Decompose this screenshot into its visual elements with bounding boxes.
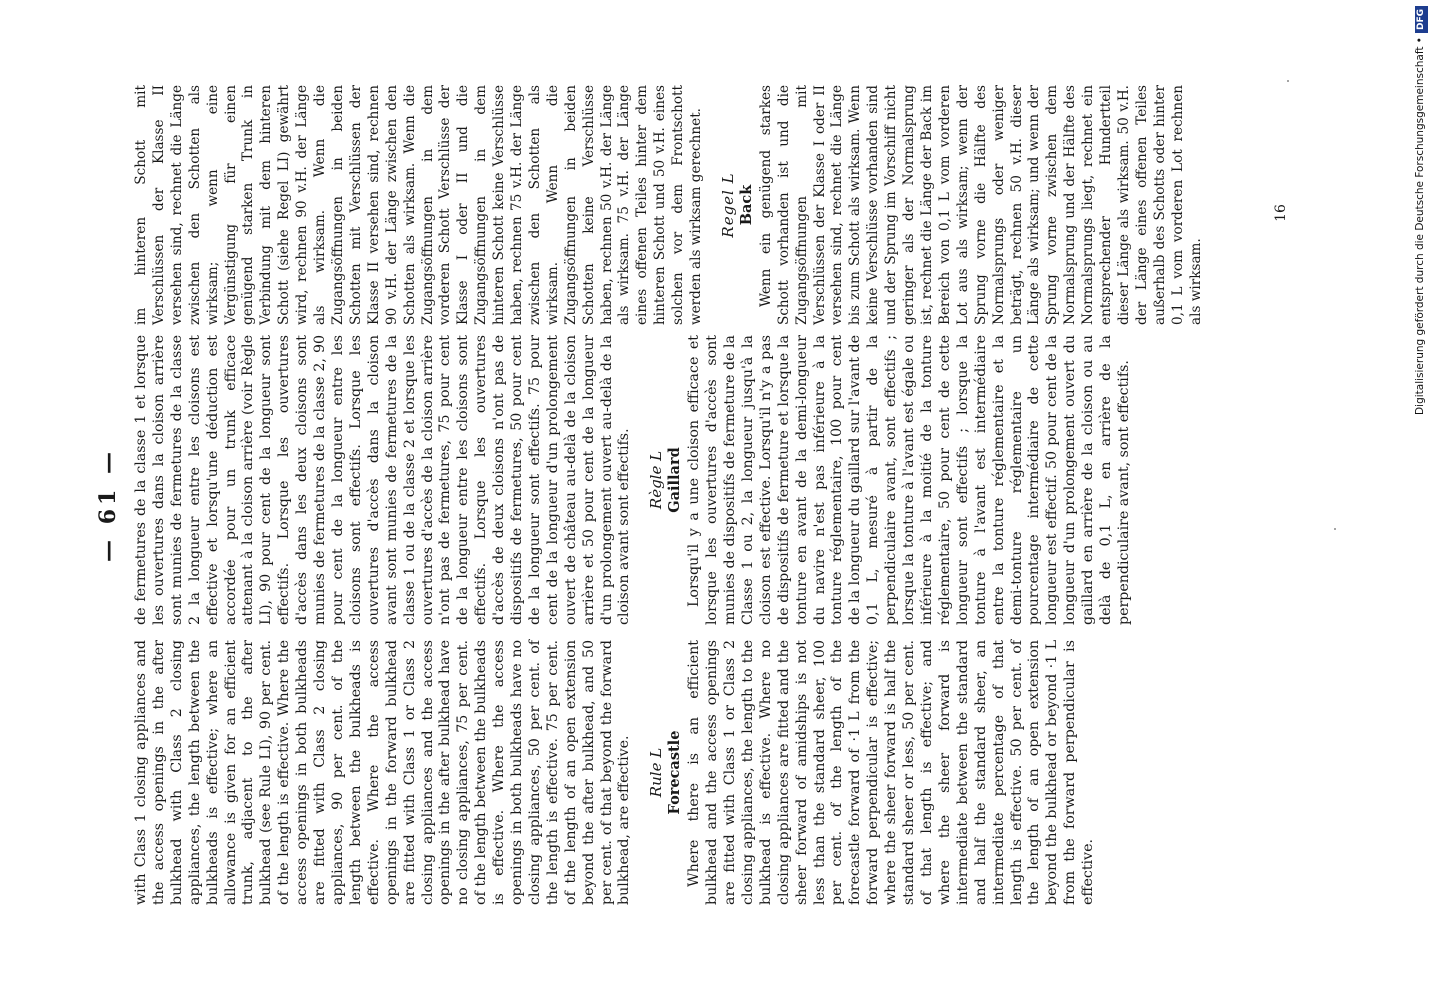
french-rule-text: Lorsqu'il y a une cloison efficace et lorsque les ouvertures d'accès sont munies de dispositifs de fermeture de la Classe 1 ou 2, la longueur jusqu'à la cloison est effective. Lorsqu'il n'y a pas de dispositifs de fermeture et lorsque la tonture en avant de la demi-longueur du navire n'est pas inférieure à la tonture réglementaire, 100 pour cent de la longueur du gaillard sur l'avant de 0,1 L, mesuré à partir de la perpendiculaire avant, sont effectifs ; lorsque la tonture à l'avant est égale ou inférieure à la moitié de la tonture réglementaire, 50 pour cent de cette longueur sont effectifs ; lorsque la tonture à l'avant est intermédiaire entre la tonture réglementaire et la demi-tonture réglementaire un pourcentage intermédiaire de cette longueur est effectif. 50 pour cent de la longueur d'un prolongement ouvert du gaillard en arrière de la cloison ou au delà de 0,1 L, en arrière de la perpendiculaire avant, sont effectifs. xyxy=(686,335,1132,625)
german-column xyxy=(133,85,1205,325)
english-rule-text: Where there is an efficient bulkhead and the access openings are fitted with Class 1 or Class 2 closing appliances, the length to the bulkhead is effective. Where no closing appliances are fitted and the sheer forward of amidships is not less than the standard sheer, 100 per cent. of the length of the forecastle forward of ·1 L from the forward perpendicular is effective; where the sheer forward is half the standard sheer or less, 50 per cent. of that length is effective; and where the sheer forward is intermediate between the standard and half the standard sheer, an intermediate percentage of that length is effective. 50 per cent. of the length of an open extension beyond the bulkhead or beyond ·1 L from the forward perpendicular is effective. xyxy=(686,640,1097,905)
scan-speck xyxy=(1334,528,1336,530)
document-page xyxy=(95,85,1275,905)
page-number-header: — 61 — xyxy=(95,448,121,562)
german-continuation: im hinteren Schott mit Verschlüssen der Klasse II versehen sind, rechnet die Länge zwischen den Schotten als wirksam; wenn eine Vergünstigung für einen genügend starken Trunk in Verbindung mit dem hinteren Schott (siehe Regel LI) gewährt wird, rechnen 90 v.H. der Länge als wirksam. Wenn die Zugangsöffnungen in beiden Schotten mit Verschlüssen der Klasse II versehen sind, rechnen 90 v.H. der Länge zwischen den Schotten als wirksam. Wenn die Zugangsöffnungen in dem vorderen Schott Verschlüsse der Klasse I oder II und die Zugangsöffnungen in dem hinteren Schott keine Verschlüsse haben, rechnen 75 v.H. der Länge zwischen den Schotten als wirksam. Wenn die Zugangsöffnungen in beiden Schotten keine Verschlüsse haben, rechnen 50 v.H. der Länge als wirksam. 75 v.H. der Länge eines offenen Teiles hinter dem hinteren Schott und 50 v.H. eines solchen vor dem Frontschott werden als wirksam gerechnet. xyxy=(133,85,705,325)
french-column xyxy=(133,335,1134,625)
credit-text: Digitalisierung gefördert durch die Deutsche Forschungsgemeinschaft • xyxy=(1414,37,1426,415)
dfg-logo: DFG xyxy=(1415,6,1428,33)
german-rule-text: Wenn ein genügend starkes Schott vorhanden ist und die Zugangsöffnungen mit Verschlüssen der Klasse I oder II versehen sind, rechnet die Länge bis zum Schott als wirksam. Wenn keine Verschlüsse vorhanden sind und der Sprung im Vorschiff nicht geringer als der Normalsprung ist, rechnet die Länge der Back im Bereich von 0,1 L vom vorderen Lot aus als wirksam; wenn der Sprung vorne die Hälfte des Normalsprungs oder weniger beträgt, rechnen 50 v.H. dieser Länge als wirksam; und wenn der Sprung vorne zwischen dem Normalsprung und der Hälfte des Normalsprungs liegt, rechnet ein entsprechender Hundertteil dieser Länge als wirksam. 50 v.H. der Länge eines offenen Teiles außerhalb des Schotts oder hinter 0,1 L vom vorderen Lot rechnen als wirksam. xyxy=(757,85,1204,325)
german-rule-title: Regel L xyxy=(719,172,737,238)
digitization-credit xyxy=(1410,6,1430,566)
english-column xyxy=(133,640,1098,905)
french-continuation: de fermetures de la classe 1 et lorsque les ouvertures dans la cloison arrière sont munies de fermetures de la classe 2 la longueur entre les cloisons est effective et lorsqu'une déduction est accordée pour un trunk efficace attenant à la cloison arrière (voir Règle LI), 90 pour cent de la longueur sont effectifs. Lorsque les ouvertures d'accès dans les deux cloisons sont munies de fermetures de la classe 2, 90 pour cent de la longueur entre les cloisons sont effectifs. Lorsque les ouvertures d'accès dans la cloison avant sont munies de fermetures de la classe 1 ou de la classe 2 et lorsque les ouvertures d'accès de la cloison arrière n'ont pas de fermetures, 75 pour cent de la longueur entre les cloisons sont effectifs. Lorsque les ouvertures d'accès de deux cloisons n'ont pas de dispositifs de fermetures, 50 pour cent de la longueur sont effectifs. 75 pour cent de la longueur d'un prolongement ouvert de château au-delà de la cloison arrière et 50 pour cent de la longueur d'un prolongement ouvert au-delà de la cloison avant sont effectifs. xyxy=(133,335,633,625)
french-rule-subtitle: Gaillard xyxy=(666,447,684,513)
page-number-footer: 16 xyxy=(1272,204,1289,222)
german-rule-subtitle: Back xyxy=(737,184,755,226)
english-rule-title: Rule L xyxy=(647,747,666,798)
french-rule-title: Règle L xyxy=(647,450,666,510)
scan-speck xyxy=(1287,80,1289,82)
english-rule-subtitle: Forecastle xyxy=(666,730,684,815)
english-continuation: with Class 1 closing appliances and the access openings in the after bulkhead with Class 2 closing appliances, the length between the bulkheads is effective; where an allowance is given for an efficient trunk, adjacent to the after bulkhead (see Rule LI), 90 per cent. of the length is effective. Where the access openings in both bulkheads are fitted with Class 2 closing appliances, 90 per cent. of the length between the bulkheads is effective. Where the access openings in the forward bulkhead are fitted with Class 1 or Class 2 closing appliances and the access openings in the after bulkhead have no closing appliances, 75 per cent. of the length between the bulkheads is effective. Where the access openings in both bulkheads have no closing appliances, 50 per cent. of the length is effective. 75 per cent. of the length of an open extension beyond the after bulkhead, and 50 per cent. of that beyond the forward bulkhead, are effective. xyxy=(133,640,633,905)
